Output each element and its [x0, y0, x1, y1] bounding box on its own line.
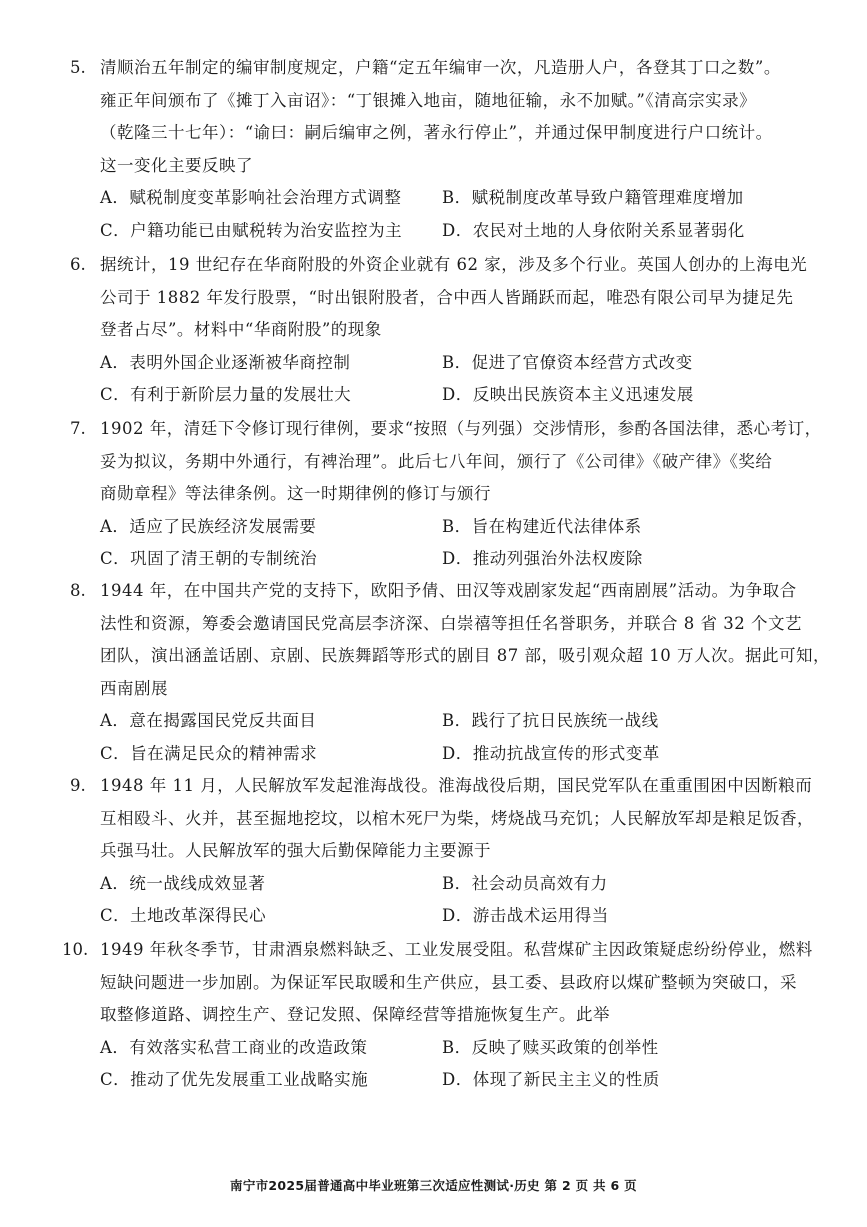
stem-line: 西南剧展 [100, 678, 168, 698]
question-number: 10. [62, 940, 89, 959]
option-b: B．旨在构建近代法律体系 [442, 516, 642, 536]
stem-line: 登者占尽”。材料中“华商附股”的现象 [100, 320, 382, 340]
option-a: A．适应了民族经济发展需要 [100, 516, 317, 536]
option-b: B．促进了官僚资本经营方式改变 [442, 352, 693, 372]
question-number: 5. [70, 58, 86, 77]
stem-line: 商勋章程》等法律条例。这一时期律例的修订与颁行 [100, 484, 491, 504]
stem-line: 兵强马壮。人民解放军的强大后勤保障能力主要源于 [100, 841, 491, 861]
stem-line: 这一变化主要反映了 [100, 155, 253, 175]
option-d: D．游击战术运用得当 [442, 906, 609, 926]
option-c: C．有利于新阶层力量的发展壮大 [100, 385, 352, 405]
page-footer: 南宁市2025届普通高中毕业班第三次适应性测试·历史 第 2 页 共 6 页 [230, 1178, 637, 1193]
option-a: A．表明外国企业逐渐被华商控制 [100, 352, 351, 372]
question-10 [62, 934, 813, 1097]
question-9 [70, 770, 814, 933]
stem-line: 互相殴斗、火并，甚至掘地挖坟，以棺木死尸为柴，烤烧战马充饥；人民解放军却是粮足饭香， [100, 808, 814, 828]
option-d: D．推动抗战宣传的形式变革 [442, 743, 660, 763]
option-c: C．旨在满足民众的精神需求 [100, 743, 318, 763]
stem-line: 清顺治五年制定的编审制度规定，户籍“定五年编审一次，凡造册人户，各登其丁口之数”。 [100, 58, 781, 77]
question-8 [70, 575, 830, 771]
option-b: B．赋税制度改革导致户籍管理难度增加 [442, 188, 744, 208]
options [100, 705, 810, 770]
stem-line: 妥为拟议，务期中外通行，有裨治理”。此后七八年间，颁行了《公司律》《破产律》《奖给 [100, 451, 773, 471]
option-b: B．反映了赎买政策的创举性 [442, 1037, 659, 1057]
option-a: A．意在揭露国民党反共面目 [100, 711, 317, 731]
stem-line: 1949 年秋冬季节，甘肃酒泉燃料缺乏、工业发展受阻。私营煤矿主因政策疑虑纷纷停业，燃料 [100, 940, 813, 959]
question-stem [100, 249, 810, 347]
option-b: B．社会动员高效有力 [442, 873, 608, 893]
question-number: 7. [70, 419, 86, 438]
stem-line: 团队，演出涵盖话剧、京剧、民族舞蹈等形式的剧目 87 部，吸引观众超 10 万人次。据此可知， [100, 646, 830, 666]
options [100, 347, 810, 412]
option-a: A．赋税制度变革影响社会治理方式调整 [100, 188, 402, 208]
stem-line: （乾隆三十七年）：“谕曰：嗣后编审之例，著永行停止”，并通过保甲制度进行户口统计。 [100, 123, 773, 143]
option-b: B．践行了抗日民族统一战线 [442, 711, 659, 731]
option-a: A．统一战线成效显著 [100, 873, 266, 893]
question-stem [100, 770, 814, 868]
options [100, 182, 810, 247]
option-d: D．体现了新民主主义的性质 [442, 1070, 660, 1090]
stem-line: 公司于 1882 年发行股票，“时出银附股者，合中西人皆踊跃而起，唯恐有限公司早为捷足先 [100, 287, 794, 307]
stem-line: 1944 年，在中国共产党的支持下，欧阳予倩、田汉等戏剧家发起“西南剧展”活动。为争取合 [100, 581, 797, 600]
question-7 [70, 413, 822, 576]
option-d: D．农民对土地的人身依附关系显著弱化 [442, 220, 745, 240]
question-stem [100, 575, 830, 705]
option-d: D．反映出民族资本主义迅速发展 [442, 385, 694, 405]
option-a: A．有效落实私营工商业的改造政策 [100, 1037, 368, 1057]
option-c: C．户籍功能已由赋税转为治安监控为主 [100, 220, 403, 240]
question-number: 6. [70, 255, 86, 274]
options [100, 868, 810, 933]
question-number: 8. [70, 581, 86, 600]
question-stem [100, 934, 813, 1032]
question-stem [100, 413, 822, 511]
question-5 [70, 52, 810, 248]
option-c: C．巩固了清王朝的专制统治 [100, 549, 318, 569]
stem-line: 1948 年 11 月，人民解放军发起淮海战役。淮海战役后期，国民党军队在重重围困中因断粮而 [100, 776, 813, 795]
stem-line: 1902 年，清廷下令修订现行律例，要求“按照（与列强）交涉情形，参酌各国法律，悉心考订， [100, 419, 822, 438]
options [100, 511, 810, 576]
question-6 [70, 249, 810, 412]
options [100, 1032, 810, 1097]
option-c: C．推动了优先发展重工业战略实施 [100, 1070, 369, 1090]
question-number: 9. [70, 776, 86, 795]
option-d: D．推动列强治外法权废除 [442, 549, 643, 569]
option-c: C．土地改革深得民心 [100, 906, 267, 926]
stem-line: 法性和资源，筹委会邀请国民党高层李济深、白崇禧等担任名誉职务，并联合 8 省 32 个文艺 [100, 613, 802, 633]
stem-line: 据统计，19 世纪存在华商附股的外资企业就有 62 家，涉及多个行业。英国人创办的上海电光 [100, 255, 808, 274]
stem-line: 取整修道路、调控生产、登记发照、保障经营等措施恢复生产。此举 [100, 1005, 610, 1025]
stem-line: 雍正年间颁布了《摊丁入亩诏》：“丁银摊入地亩，随地征输，永不加赋。”《清高宗实录》 [100, 90, 757, 110]
question-stem [100, 52, 810, 182]
stem-line: 短缺问题进一步加剧。为保证军民取暖和生产供应，县工委、县政府以煤矿整顿为突破口，采 [100, 972, 797, 992]
